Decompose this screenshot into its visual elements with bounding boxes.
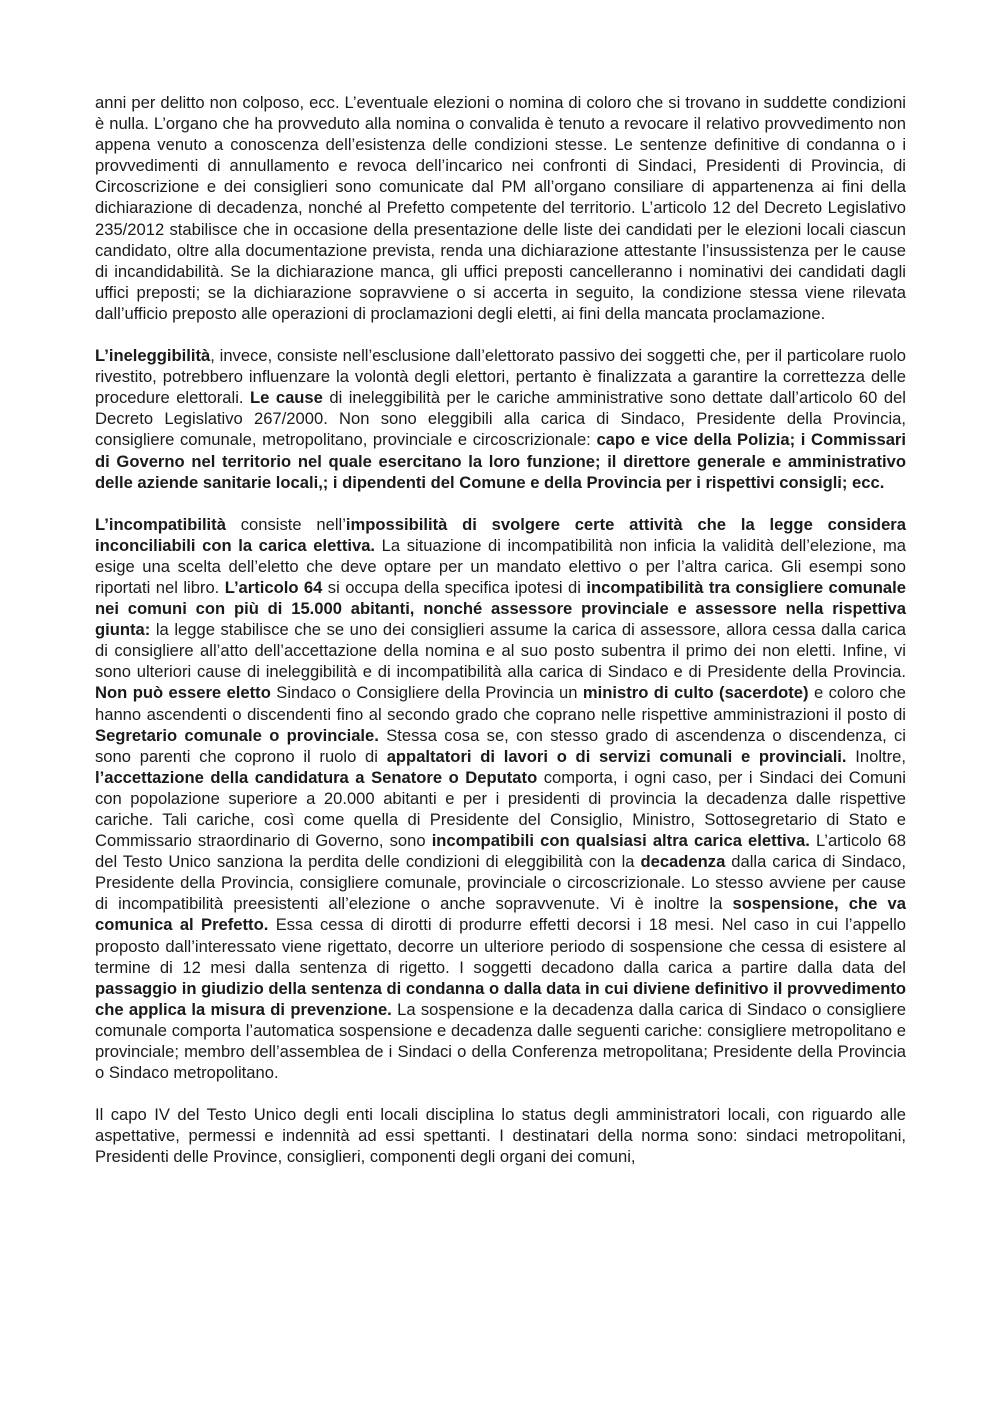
text-run: la legge stabilisce che se uno dei consiglieri assume la carica di assessore, allora cessa dalla carica di consigliere all’atto dell’accettazione della nomina e al suo posto subentra il primo dei non eletti. Infine, vi sono ulteriori cause di ineleggibilità e di incompatibilità alla carica di Sindaco e di Presidente della Provincia. xyxy=(95,620,906,682)
bold-text-run: L’incompatibilità xyxy=(95,514,226,534)
text-run: Sindaco o Consigliere della Provincia un xyxy=(270,683,583,703)
text-run: si occupa della specifica ipotesi di xyxy=(322,577,587,597)
text-run: consiste nell’ xyxy=(225,514,346,534)
bold-text-run: l’accettazione della candidatura a Senatore o Deputato xyxy=(95,767,538,787)
bold-text-run: L’articolo 64 xyxy=(224,577,323,597)
bold-text-run: incompatibilità tra consigliere comunale nei comuni con più di 15.000 abitanti, nonché assessore provinciale e assessore nella rispettiva giunta: xyxy=(95,577,906,640)
text-run: Essa cessa di dirotti di produrre effetti decorsi i 18 mesi. Nel caso in cui l’appello proposto dall’interessato viene rigettato, decorre un ulteriore periodo di sospensione che cessa di esistere al termine di 12 mesi dalla sentenza di rigetto. I soggetti decadono dalla carica a partire dalla data del xyxy=(95,915,906,977)
bold-text-run: sospensione, che va comunica al Prefetto. xyxy=(95,894,906,935)
text-run: La situazione di incompatibilità non inficia la validità dell’elezione, ma esige una scelta dell’eletto che deve optare per un mandato elettivo o per l’altra carica. Gli esempi sono riportati nel libro. xyxy=(95,535,906,597)
paragraph-ineleggibilita xyxy=(95,345,906,493)
paragraph-status-amministratori xyxy=(95,1104,906,1167)
bold-text-run: capo e vice della Polizia; i Commissari di Governo nel territorio nel quale esercitano la loro funzione; il direttore generale e amministrativo delle aziende sanitarie locali,; i dipendenti del Comune e della Provincia per i rispettivi consigli; ecc. xyxy=(95,430,906,492)
bold-text-run: Non può essere eletto xyxy=(95,683,271,703)
paragraph-incandidabilita xyxy=(95,92,906,324)
text-run: L’articolo 68 del Testo Unico sanziona la perdita delle condizioni di eleggibilità con la xyxy=(95,831,907,872)
bold-text-run: incompatibili con qualsiasi altra carica elettiva. xyxy=(431,831,810,851)
text-run: Stessa cosa se, con stesso grado di ascendenza o discendenza, ci sono parenti che coprono il ruolo di xyxy=(95,725,906,766)
text-run: anni per delitto non colposo, ecc. L’eventuale elezioni o nomina di coloro che si trovano in suddette condizioni è nulla. L’organo che ha provveduto alla nomina o convalida è tenuto a revocare il relativo provvedimento non appena venuto a conoscenza dell’esistenza delle condizioni stesse. Le sentenze definitive di condanna o i provvedimenti di annullamento e revoca dell’incarico nei confronti di Sindaci, Presidenti di Provincia, di Circoscrizione e dei consiglieri sono comunicate dal PM all’organo consiliare di appartenenza ai fini della dichiarazione di decadenza, nonché al Prefetto competente del territorio. L’articolo 12 del Decreto Legislativo 235/2012 stabilisce che in occasione della presentazione delle liste dei candidati per le elezioni locali ciascun candidato, oltre alla documentazione prevista, renda una dichiarazione attestante l’insussistenza per le cause di incandidabilità. Se la dichiarazione manca, gli uffici preposti cancelleranno i nominativi dei candidati dagli uffici preposti; se la dichiarazione sopravviene o si accerta in seguito, la condizione stessa viene rilevata dall’ufficio preposto alle operazioni di proclamazioni degli eletti, ai fini della mancata proclamazione. xyxy=(95,93,906,323)
text-run: Inoltre, xyxy=(846,746,906,766)
text-run: dalla carica di Sindaco, Presidente della Provincia, consigliere comunale, provinciale o circoscrizionale. Lo stesso avviene per cause di incompatibilità preesistenti all’elezione o anche sopravvenute. Vi è inoltre la xyxy=(95,852,906,914)
bold-text-run: appaltatori di lavori o di servizi comunali e provinciali. xyxy=(386,746,847,766)
bold-text-run: ministro di culto (sacerdote) xyxy=(582,683,809,703)
text-run: di ineleggibilità per le cariche amministrative sono dettate dall’articolo 60 del Decreto Legislativo 267/2000. Non sono eleggibili alla carica di Sindaco, Presidente della Provincia, consigliere comunale, metropolitano, provinciale e circoscrizionale: xyxy=(95,388,906,450)
text-run: Il capo IV del Testo Unico degli enti locali disciplina lo status degli amministratori locali, con riguardo alle aspettative, permessi e indennità ad essi spettanti. I destinatari della norma sono: sindaci metropolitani, Presidenti delle Province, consiglieri, componenti degli organi dei comuni, xyxy=(95,1105,906,1167)
bold-text-run: Segretario comunale o provinciale. xyxy=(95,725,379,745)
bold-text-run: Le cause xyxy=(250,388,323,408)
text-run: comporta, i ogni caso, per i Sindaci dei Comuni con popolazione superiore a 20.000 abitanti e per i presidenti di provincia la decadenza dalle rispettive cariche. Tali cariche, così come quella di Presidente del Consiglio, Ministro, Sottosegretario di Stato e Commissario straordinario di Governo, sono xyxy=(95,767,906,851)
bold-text-run: impossibilità di svolgere certe attività che la legge considera inconciliabili con la carica elettiva. xyxy=(95,514,906,555)
bold-text-run: passaggio in giudizio della sentenza di condanna o dalla data in cui diviene definitivo il provvedimento che applica la misura di prevenzione. xyxy=(95,978,906,1019)
text-run: , invece, consiste nell’esclusione dall’elettorato passivo dei soggetti che, per il particolare ruolo rivestito, potrebbero influenzare la volontà degli elettori, pertanto è finalizzata a garantire la correttezza delle procedure elettorali. xyxy=(95,346,906,408)
paragraph-incompatibilita xyxy=(95,514,906,1084)
text-run: e coloro che hanno ascendenti o discendenti fino al secondo grado che coprano nelle rispettive amministrazioni il posto di xyxy=(95,683,906,724)
document-page xyxy=(95,92,906,1189)
text-run: La sospensione e la decadenza dalla carica di Sindaco o consigliere comunale comporta l’automatica sospensione e decadenza dalle seguenti cariche: consigliere metropolitano e provinciale; membro dell’assemblea de i Sindaci o della Conferenza metropolitana; Presidente della Provincia o Sindaco metropolitano. xyxy=(95,999,906,1083)
bold-text-run: L’ineleggibilità xyxy=(95,346,211,366)
bold-text-run: decadenza xyxy=(640,852,726,872)
